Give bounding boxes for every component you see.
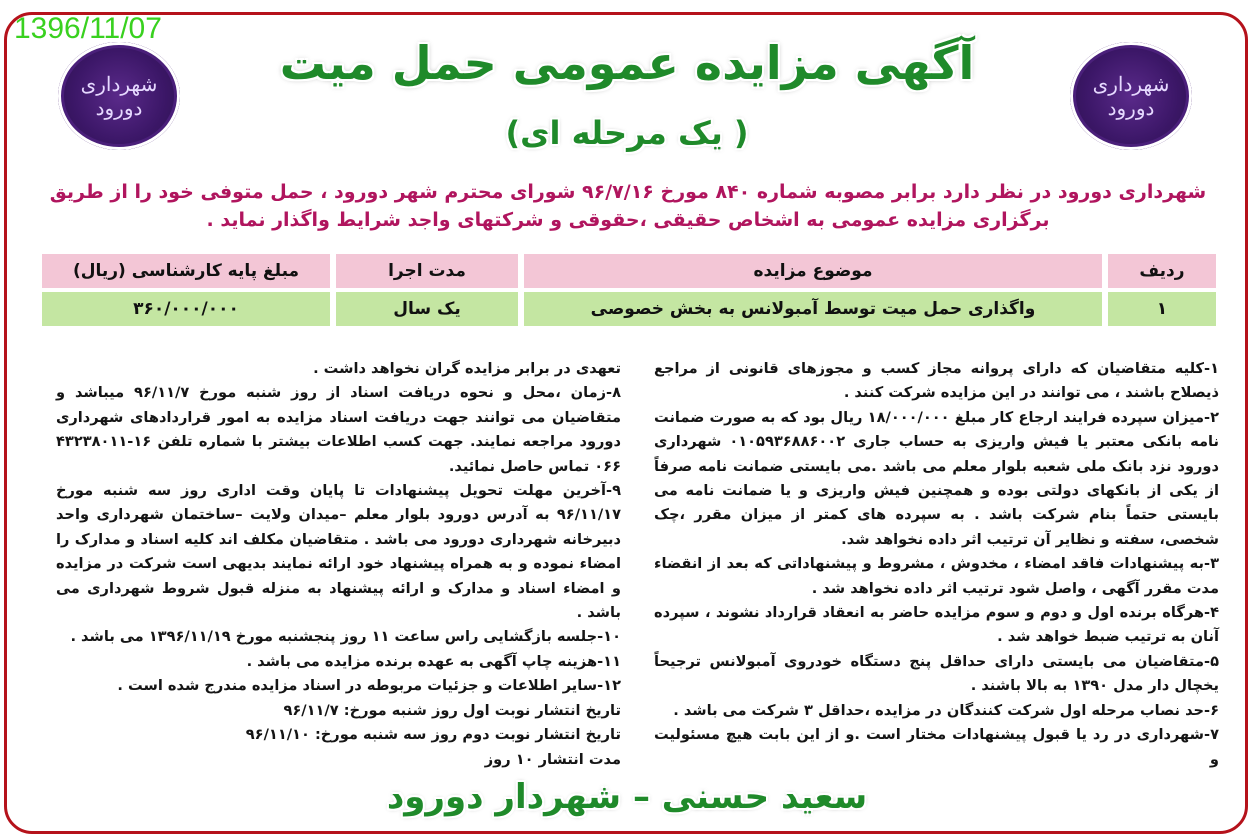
condition-item: تعهدی در برابر مزایده گران نخواهد داشت . — [313, 360, 621, 377]
publish-date-second: تاریخ انتشار نوبت دوم روز سه شنبه مورخ: ۹۶/۱۱/۱۰ — [245, 726, 621, 744]
condition-item: ۱۲-سایر اطلاعات و جزئیات مربوطه در اسناد مزایده مندرج شده است . — [117, 677, 621, 695]
publish-date-first: تاریخ انتشار نوبت اول روز شنبه مورخ: ۹۶/۱۱/۷ — [283, 701, 621, 719]
cell-subject: واگذاری حمل میت توسط آمبولانس به بخش خصوصی — [524, 292, 1102, 326]
condition-item: ۴-هرگاه برنده اول و دوم و سوم مزایده حاضر به انعقاد قرارداد نشوند ، سپرده آنان به ترتیب ضبط خواهد شد . — [654, 604, 1219, 646]
header-base-price: مبلغ پایه کارشناسی (ریال) — [42, 254, 330, 288]
notice-subtitle: ( یک مرحله ای) — [505, 114, 749, 152]
condition-item: ۵-متقاضیان می بایستی دارای حداقل پنج دستگاه خودروی آمبولانس ترجیحاً یخچال دار مدل ۱۳۹۰ به بالا باشند . — [654, 652, 1219, 695]
condition-item: ۹-آخرین مهلت تحویل پیشنهادات تا پایان وقت اداری روز سه شنبه مورخ ۹۶/۱۱/۱۷ به آدرس دورود بلوار معلم –میدان ولایت –ساختمان شهرداری واحد دبیرخانه شهرداری دورود می باشد . متقاضیان مکلف اند کلیه اسناد و مدارک را امضاء نموده و به همراه پیشنهاد خود ارائه نمایند بدیهی است شرکت در مزایده و امضاء اسناد و مدارک و ارائه پیشنهاد به منزله قبول شروط شهرداری می باشد . — [56, 482, 621, 622]
condition-item: ۶-حد نصاب مرحله اول شرکت کنندگان در مزایده ،حداقل ۳ شرکت می باشد . — [673, 701, 1219, 719]
cell-base-price: ۳۶۰/۰۰۰/۰۰۰ — [42, 292, 330, 326]
condition-item: ۱۱-هزینه چاپ آگهی به عهده برنده مزایده می باشد . — [246, 652, 621, 670]
condition-item: ۱۰-جلسه بازگشایی راس ساعت ۱۱ روز پنجشنبه مورخ ۱۳۹۶/۱۱/۱۹ می باشد . — [70, 628, 621, 646]
header-subject: موضوع مزایده — [524, 254, 1102, 288]
notice-title: آگهی مزایده عمومی حمل میت — [279, 36, 975, 90]
auction-table — [36, 250, 1222, 330]
seal-text-right: شهرداری دورود — [1092, 72, 1170, 120]
condition-item: ۱-کلیه متقاضیان که دارای پروانه مجاز کسب و مجوزهای قانونی از مراجع ذیصلاح باشند ، می توانند در این مزایده شرکت کنند . — [654, 360, 1219, 402]
date-stamp: 1396/11/07 — [14, 12, 162, 45]
seal-text-left: شهرداری دورود — [80, 72, 158, 120]
condition-item: ۲-میزان سپرده فرایند ارجاع کار مبلغ ۱۸/۰۰۰/۰۰۰ ریال بود که به صورت ضمانت نامه بانکی معتبر یا فیش واریزی به حساب جاری ۰۱۰۵۹۳۶۸۸۶۰۰۲ شهرداری دورود نزد بانک ملی شعبه بلوار معلم می باشد .می بایستی ضمانت نامه صرفاً از یکی از بانکهای دولتی بوده و همچنین فیش واریزی و یا ضمانت نامه می بایستی حتماً بنام شرکت باشد . به سپرده های کمتر از میزان مقرر ،چک شخصی، سفته و نظایر آن ترتیب اثر داده نخواهد شد. — [654, 408, 1219, 548]
cell-row-number: ۱ — [1108, 292, 1216, 326]
condition-item: ۷-شهرداری در رد یا قبول پیشنهادات مختار است .و از این بابت هیچ مسئولیت و — [654, 726, 1219, 768]
cell-duration: یک سال — [336, 292, 518, 326]
condition-item: ۳-به پیشنهادات فاقد امضاء ، مخدوش ، مشروط و پیشنهاداتی که بعد از انقضاء مدت مقرر آگهی ، واصل شود ترتیب اثر داده نخواهد شد . — [654, 555, 1219, 597]
condition-item: ۸-زمان ،محل و نحوه دریافت اسناد از روز شنبه مورخ ۹۶/۱۱/۷ میباشد و متقاضیان می توانند جهت دریافت اسناد مزایده به امور قراردادهای شهرداری دورود مراجعه نمایند. جهت کسب اطلاعات بیشتر با شماره تلفن ۱۶-۴۳۲۳۸۰۱۱ ۰۶۶ تماس حاصل نمائید. — [56, 384, 621, 475]
header-duration: مدت اجرا — [336, 254, 518, 288]
conditions-right-column — [654, 357, 1219, 772]
publish-duration: مدت انتشار ۱۰ روز — [484, 750, 621, 768]
table-row — [42, 292, 1216, 326]
municipality-seal-left — [58, 42, 180, 150]
header-row-number: ردیف — [1108, 254, 1216, 288]
intro-paragraph: شهرداری دورود در نظر دارد برابر مصوبه شماره ۸۴۰ مورخ ۹۶/۷/۱۶ شورای محترم شهر دورود ، حمل متوفی خود را از طریق برگزاری مزایده عمومی به اشخاص حقیقی ،حقوقی و شرکتهای واجد شرایط واگذار نماید . — [49, 181, 1207, 231]
table-header-row — [42, 254, 1216, 288]
municipality-seal-right — [1070, 42, 1192, 150]
signature-line: سعید حسنی – شهردار دورود — [386, 777, 868, 817]
conditions-left-column — [56, 357, 621, 772]
